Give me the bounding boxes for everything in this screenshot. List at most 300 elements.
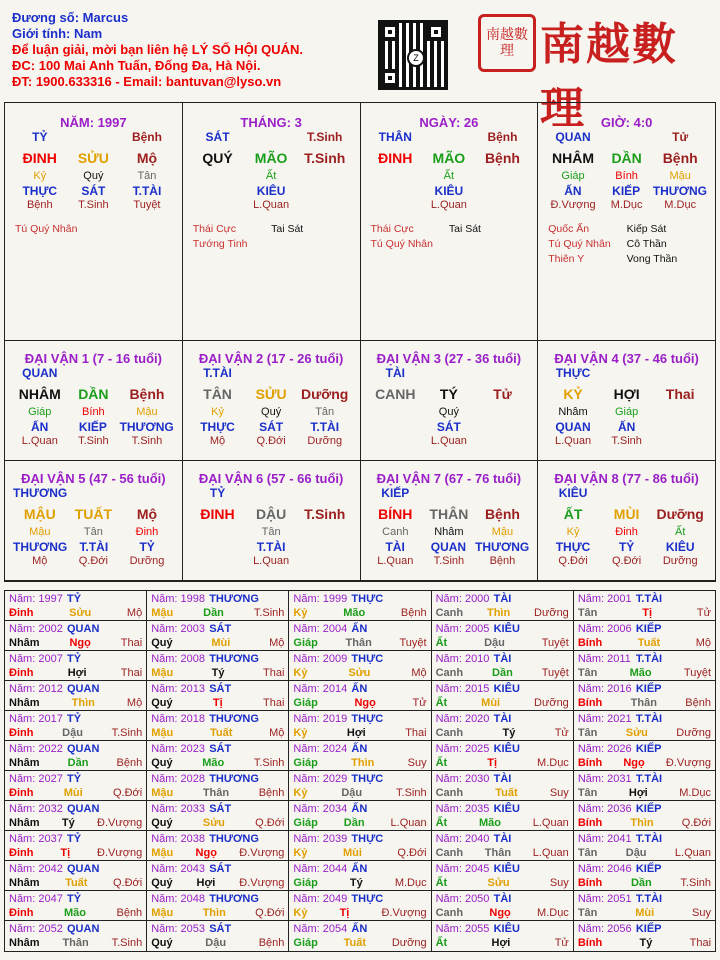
year-stage: Bệnh xyxy=(116,907,143,919)
daivan-life-stage xyxy=(361,435,538,447)
year-bottom xyxy=(293,726,426,740)
year-stage: Mộ xyxy=(269,727,285,739)
daivan-stems-0: TÂN xyxy=(203,386,232,402)
pillar-stems-2: Bệnh xyxy=(484,150,520,166)
year-row xyxy=(5,621,715,651)
year-label: Năm: 2037 xyxy=(9,833,63,845)
year-stem: Nhâm xyxy=(9,937,40,949)
year-ten-god: TÀI xyxy=(493,713,512,725)
daivan-8 xyxy=(538,461,715,581)
daivan-1 xyxy=(5,341,183,461)
pillar-life-stage xyxy=(538,199,715,211)
daivan-stems xyxy=(183,386,360,402)
year-branch: Tuất xyxy=(343,937,367,949)
year-label: Năm: 2035 xyxy=(435,803,490,815)
pillar-hidden-stems-0 xyxy=(191,170,245,182)
year-stem: Kỷ xyxy=(293,907,308,919)
year-ten-god: TỶ xyxy=(67,893,82,905)
pillar-life-stage-0: Đ.Vượng xyxy=(550,199,596,211)
year-label: Năm: 2008 xyxy=(151,653,206,665)
year-ten-god: QUAN xyxy=(67,923,100,935)
year-ten-god: THƯƠNG xyxy=(209,773,259,785)
year-bottom xyxy=(578,636,711,650)
year-stem: Nhâm xyxy=(9,877,40,889)
year-bottom xyxy=(151,816,284,830)
year-top xyxy=(578,892,711,906)
daivan-life-stage-2: Dưỡng xyxy=(129,555,165,567)
pillar-hidden-stems xyxy=(361,170,538,182)
year-stage: Q.Đới xyxy=(681,817,712,829)
daivan-cs xyxy=(538,486,715,500)
year-stage: Q.Đới xyxy=(112,877,143,889)
year-bottom xyxy=(151,906,284,920)
year-branch: Dần xyxy=(67,757,89,769)
year-label: Năm: 2025 xyxy=(435,743,490,755)
year-cell xyxy=(5,921,147,951)
year-top xyxy=(578,652,711,666)
pillar-cs-1 xyxy=(67,130,121,144)
year-top xyxy=(436,892,569,906)
year-stem: Ất xyxy=(435,757,448,769)
daivan-hidden-stems-1: Tân xyxy=(83,526,103,538)
year-bottom xyxy=(151,876,284,890)
daivan-life-stage-0: L.Quan xyxy=(377,555,414,567)
year-bottom xyxy=(151,846,284,860)
year-stage: Dưỡng xyxy=(676,727,712,739)
daivan-hidden-stems-0: Giáp xyxy=(28,406,52,418)
year-ten-god: TỶ xyxy=(67,773,82,785)
year-label: Năm: 2054 xyxy=(293,923,348,935)
daivan-title: ĐẠI VẬN 3 (27 - 36 tuổi) xyxy=(376,351,522,366)
year-ten-god: KIÊU xyxy=(493,863,520,875)
year-label: Năm: 2005 xyxy=(435,623,490,635)
pillar-stems-1: DẦN xyxy=(611,150,642,166)
pillar-hidden-stems-2 xyxy=(298,170,352,182)
year-bottom xyxy=(151,786,284,800)
daivan-life-stage-2: Bệnh xyxy=(489,555,516,567)
year-branch: Dần xyxy=(630,877,652,889)
year-stage: L.Quan xyxy=(390,817,427,829)
daivan-stems-2: Tử xyxy=(493,386,512,402)
pillar-2 xyxy=(361,103,539,341)
daivan-life-stage-0: Mộ xyxy=(32,555,48,567)
daivan-life-stage-1: T.Sinh xyxy=(611,435,642,447)
pillar-hidden-stems-1: Bính xyxy=(615,170,638,182)
year-bottom xyxy=(293,906,426,920)
year-branch: Dần xyxy=(492,667,513,679)
star-right: Tai Sát xyxy=(271,223,304,235)
daivan-4 xyxy=(538,341,715,461)
year-top xyxy=(436,622,569,636)
daivan-title: ĐẠI VẬN 5 (47 - 56 tuổi) xyxy=(21,471,166,486)
year-bottom xyxy=(9,756,142,770)
contact-line: Để luận giải, mời bạn liên hệ LÝ SỐ HỘI QUÁN. xyxy=(12,42,303,57)
daivan-hidden-stems-1: Tân xyxy=(261,526,281,538)
daivan-7 xyxy=(361,461,539,581)
year-stem: Nhâm xyxy=(9,637,40,649)
address-line: ĐC: 100 Mai Anh Tuấn, Đống Đa, Hà Nội. xyxy=(12,58,261,73)
daivan-hidden-stems-1: Đinh xyxy=(615,526,638,538)
year-cell xyxy=(147,831,289,861)
year-label: Năm: 2049 xyxy=(293,893,348,905)
year-stem: Mậu xyxy=(151,667,174,679)
year-top xyxy=(293,742,426,756)
year-stage: Đ.Vượng xyxy=(97,847,143,859)
daivan-stems-0: BÍNH xyxy=(378,506,413,522)
year-stem: Canh xyxy=(435,847,464,859)
year-stage: Mộ xyxy=(126,697,143,709)
year-stem: Canh xyxy=(435,787,464,799)
daivan-life-stage-0: L.Quan xyxy=(21,435,58,447)
year-branch: Thìn xyxy=(202,907,226,919)
year-branch: Tuất xyxy=(65,877,88,889)
pillar-life-stage xyxy=(183,199,360,211)
daivan-stems-1: HỢI xyxy=(613,386,640,402)
year-cell xyxy=(289,831,431,861)
year-stage: M.Dục xyxy=(537,907,569,919)
year-stage: Suy xyxy=(407,757,427,769)
year-top xyxy=(9,892,142,906)
year-ten-god: SÁT xyxy=(209,683,232,695)
pillar-cs xyxy=(183,130,360,144)
pillar-stems-2: T.Sinh xyxy=(304,150,346,166)
pillar-cs xyxy=(5,130,182,144)
pillar-life-stage-2 xyxy=(298,199,352,211)
daivan-stems-2: Dưỡng xyxy=(656,506,704,522)
daivan-hidden-stems-1: Giáp xyxy=(614,406,639,418)
pillar-0 xyxy=(5,103,183,341)
year-bottom xyxy=(9,666,142,680)
year-top xyxy=(151,862,284,876)
year-label: Năm: 1997 xyxy=(9,593,63,605)
year-ten-god: THƯƠNG xyxy=(209,713,259,725)
daivan-ten-gods-2: T.TÀI xyxy=(310,420,340,434)
year-branch: Sửu xyxy=(69,607,92,619)
daivan-3 xyxy=(361,341,539,461)
pillar-life-stage-0 xyxy=(191,199,245,211)
year-cell xyxy=(5,711,147,741)
pillar-ten-gods-1: KIÊU xyxy=(434,184,464,198)
year-branch: Hợi xyxy=(628,787,648,799)
daivan-stems xyxy=(183,506,360,522)
year-branch: Mão xyxy=(202,757,225,769)
year-branch: Sửu xyxy=(348,667,371,679)
pillar-ten-gods xyxy=(538,184,715,198)
year-ten-god: SÁT xyxy=(209,623,232,635)
year-cell xyxy=(5,591,147,621)
daivan-ten-gods xyxy=(5,420,182,434)
year-cell xyxy=(289,891,431,921)
year-branch: Tuất xyxy=(495,787,518,799)
year-branch: Ngọ xyxy=(69,637,91,649)
year-cell xyxy=(574,651,715,681)
year-label: Năm: 2052 xyxy=(9,923,63,935)
daivan-life-stage-2: Dưỡng xyxy=(662,555,698,567)
year-top xyxy=(578,592,711,606)
year-ten-god: TÀI xyxy=(493,653,512,665)
daivan-title: ĐẠI VẬN 2 (17 - 26 tuổi) xyxy=(198,351,344,366)
year-stage: Thai xyxy=(262,697,285,709)
year-ten-god: TÀI xyxy=(493,593,512,605)
year-branch: Tý xyxy=(61,817,75,829)
year-bottom xyxy=(436,936,569,950)
year-label: Năm: 2045 xyxy=(435,863,490,875)
pillar-ten-gods-2 xyxy=(298,184,352,198)
pillar-ten-gods-0: THỰC xyxy=(22,184,58,198)
year-cell xyxy=(289,681,431,711)
year-stage: Tử xyxy=(554,727,569,739)
year-bottom xyxy=(436,876,569,890)
daivan-stems-1: DẦN xyxy=(78,386,109,402)
year-stem: Đinh xyxy=(9,787,34,799)
year-row xyxy=(5,741,715,771)
year-cell xyxy=(289,591,431,621)
daivan-cs-2 xyxy=(298,366,352,380)
year-ten-god: KIẾP xyxy=(635,923,662,935)
year-label: Năm: 2019 xyxy=(293,713,348,725)
year-branch: Tý xyxy=(639,937,653,949)
year-stage: Suy xyxy=(692,907,712,919)
year-stem: Quý xyxy=(151,937,173,949)
year-stem: Mậu xyxy=(151,847,174,859)
year-cell xyxy=(289,621,431,651)
year-stem: Ất xyxy=(435,937,448,949)
star-right: Tai Sát xyxy=(448,223,481,235)
year-stem: Mậu xyxy=(151,607,174,619)
year-branch: Thìn xyxy=(351,757,375,769)
daivan-title: ĐẠI VẬN 7 (67 - 76 tuổi) xyxy=(376,471,522,486)
year-stem: Đinh xyxy=(9,847,34,859)
year-ten-god: SÁT xyxy=(209,743,232,755)
daivan-stems-1: TÝ xyxy=(439,386,458,402)
daivan-cs-1 xyxy=(244,486,298,500)
year-top xyxy=(293,772,426,786)
year-stage: Dưỡng xyxy=(534,607,569,619)
year-ten-god: ẤN xyxy=(351,683,368,695)
pillar-row xyxy=(5,103,715,341)
year-ten-god: THỰC xyxy=(351,833,384,845)
year-bottom xyxy=(9,846,142,860)
year-stem: Giáp xyxy=(293,637,318,649)
year-stage: Q.Đới xyxy=(112,787,143,799)
year-bottom xyxy=(293,816,426,830)
year-bottom xyxy=(151,726,284,740)
year-top xyxy=(151,652,284,666)
daivan-stems-0: ĐINH xyxy=(200,506,235,522)
year-bottom xyxy=(436,906,569,920)
star-left: Thái Cực xyxy=(192,223,236,235)
year-row xyxy=(5,861,715,891)
year-branch: Dậu xyxy=(625,847,647,859)
qr-code-icon[interactable]: Z xyxy=(378,20,448,90)
star-right: Vong Thần xyxy=(626,253,678,265)
daivan-hidden-stems-0 xyxy=(369,406,423,418)
pillar-cs-0: THÂN xyxy=(378,130,412,144)
daivan-hidden-stems xyxy=(183,526,360,538)
daivan-title: ĐẠI VẬN 4 (37 - 46 tuổi) xyxy=(554,351,699,366)
year-top xyxy=(293,622,426,636)
year-ten-god: ẤN xyxy=(351,923,368,935)
daivan-ten-gods xyxy=(183,420,360,434)
daivan-life-stage xyxy=(361,555,538,567)
year-label: Năm: 2017 xyxy=(9,713,63,725)
daivan-cs-0: TÀI xyxy=(385,366,405,380)
pillar-stems-0: ĐINH xyxy=(378,150,413,166)
year-stem: Canh xyxy=(435,907,464,919)
year-top xyxy=(9,772,142,786)
daivan-cs-0: KIẾP xyxy=(381,486,410,500)
daivan-stems-0: CANH xyxy=(375,386,416,402)
year-label: Năm: 2024 xyxy=(293,743,348,755)
year-branch: Tị xyxy=(339,907,350,919)
year-branch: Sửu xyxy=(625,727,648,739)
daivan-ten-gods-2 xyxy=(476,420,530,434)
pillar-stars xyxy=(5,223,182,235)
year-label: Năm: 2028 xyxy=(151,773,206,785)
year-bottom xyxy=(436,666,569,680)
year-branch: Ngọ xyxy=(623,757,645,769)
year-cell xyxy=(147,711,289,741)
year-cell xyxy=(574,621,715,651)
year-bottom xyxy=(293,606,426,620)
year-bottom xyxy=(151,666,284,680)
owner-gender: Giới tính: Nam xyxy=(12,26,103,41)
daivan-hidden-stems-2: Đinh xyxy=(135,526,159,538)
pillar-life-stage xyxy=(5,199,182,211)
daivan-life-stage xyxy=(5,435,182,447)
year-branch: Dần xyxy=(203,607,224,619)
pillar-life-stage-1: L.Quan xyxy=(430,199,467,211)
year-bottom xyxy=(9,696,142,710)
daivan-hidden-stems xyxy=(5,526,182,538)
pillar-life-stage-2 xyxy=(476,199,530,211)
star-right xyxy=(93,223,171,235)
pillar-title: THÁNG: 3 xyxy=(240,115,302,130)
year-cell xyxy=(5,891,147,921)
pillar-hidden-stems-1: Ất xyxy=(443,170,455,182)
year-label: Năm: 2029 xyxy=(293,773,348,785)
year-bottom xyxy=(436,696,569,710)
year-top xyxy=(578,802,711,816)
daivan-life-stage-1: Q.Đới xyxy=(612,555,642,567)
year-branch: Dậu xyxy=(62,727,83,739)
year-cell xyxy=(574,831,715,861)
pillar-ten-gods-1: KIÊU xyxy=(256,184,286,198)
year-branch: Dậu xyxy=(484,637,505,649)
year-stem: Kỷ xyxy=(293,727,308,739)
year-bottom xyxy=(578,666,711,680)
pillar-stars xyxy=(183,223,360,250)
pillar-stems xyxy=(538,150,715,166)
year-ten-god: KIÊU xyxy=(493,803,520,815)
year-ten-god: KIÊU xyxy=(493,923,520,935)
year-top xyxy=(293,592,426,606)
daivan-life-stage xyxy=(183,555,360,567)
year-stem: Bính xyxy=(577,817,603,829)
daivan-stems-2: Dưỡng xyxy=(301,386,349,402)
pillar-cs-2: T.Sinh xyxy=(307,130,343,144)
daivan-title: ĐẠI VẬN 6 (57 - 66 tuổi) xyxy=(198,471,344,486)
year-ten-god: TÀI xyxy=(493,833,512,845)
year-bottom xyxy=(9,906,142,920)
year-top xyxy=(9,712,142,726)
daivan-life-stage-1: T.Sinh xyxy=(78,435,109,447)
year-cell xyxy=(574,921,715,951)
year-branch: Ngọ xyxy=(489,907,511,919)
year-row xyxy=(5,651,715,681)
daivan-hidden-stems xyxy=(361,406,538,418)
daivan-6 xyxy=(183,461,361,581)
pillar-ten-gods-0 xyxy=(191,184,245,198)
daivan-life-stage-1: T.Sinh xyxy=(433,555,465,567)
daivan-hidden-stems-2: Mậu xyxy=(491,526,514,538)
daivan-stems-1: MÙI xyxy=(613,506,640,522)
year-stem: Đinh xyxy=(9,607,34,619)
daivan-life-stage-2 xyxy=(653,435,707,447)
year-ten-god: THƯƠNG xyxy=(209,893,259,905)
year-label: Năm: 2032 xyxy=(9,803,63,815)
year-label: Năm: 2056 xyxy=(577,923,632,935)
year-cell xyxy=(147,681,289,711)
year-label: Năm: 2007 xyxy=(9,653,63,665)
year-ten-god: KIẾP xyxy=(635,803,662,815)
year-cell xyxy=(5,621,147,651)
pillar-stems-0: QUÝ xyxy=(202,150,233,166)
year-bottom xyxy=(151,936,284,950)
year-bottom xyxy=(293,696,426,710)
year-stem: Giáp xyxy=(293,817,318,829)
year-row xyxy=(5,771,715,801)
year-label: Năm: 2043 xyxy=(151,863,206,875)
year-branch: Tuất xyxy=(209,727,233,739)
daivan-cs-2 xyxy=(476,486,530,500)
year-stem: Kỷ xyxy=(293,667,308,679)
daivan-ten-gods-1: SÁT xyxy=(259,420,284,434)
year-top xyxy=(436,772,569,786)
year-top xyxy=(436,862,569,876)
daivan-stems xyxy=(5,386,182,402)
year-cell xyxy=(5,681,147,711)
daivan-stems-2: Thai xyxy=(665,386,695,402)
year-stem: Ất xyxy=(435,697,448,709)
daivan-stems-0: ẤT xyxy=(563,506,583,522)
daivan-hidden-stems xyxy=(361,526,538,538)
year-ten-god: ẤN xyxy=(351,803,368,815)
year-cell xyxy=(574,801,715,831)
year-ten-god: T.TÀI xyxy=(635,653,663,665)
year-branch: Thìn xyxy=(71,697,95,709)
year-bottom xyxy=(578,756,711,770)
year-ten-god: TỶ xyxy=(67,653,82,665)
year-branch: Dần xyxy=(343,817,365,829)
year-bottom xyxy=(9,876,142,890)
daivan-life-stage-0: Mộ xyxy=(209,435,226,447)
year-stem: Bính xyxy=(577,697,603,709)
year-ten-god: TÀI xyxy=(493,773,512,785)
year-stem: Bính xyxy=(577,877,603,889)
year-label: Năm: 2039 xyxy=(293,833,348,845)
year-top xyxy=(436,802,569,816)
year-cell xyxy=(147,921,289,951)
pillar-hidden-stems-0: Giáp xyxy=(561,170,585,182)
pillar-stems-0: ĐINH xyxy=(22,150,57,166)
year-cell xyxy=(432,921,574,951)
year-row xyxy=(5,921,715,951)
year-ten-god: T.TÀI xyxy=(635,773,663,785)
year-label: Năm: 2055 xyxy=(435,923,490,935)
year-bottom xyxy=(578,816,711,830)
year-branch: Dậu xyxy=(205,937,227,949)
